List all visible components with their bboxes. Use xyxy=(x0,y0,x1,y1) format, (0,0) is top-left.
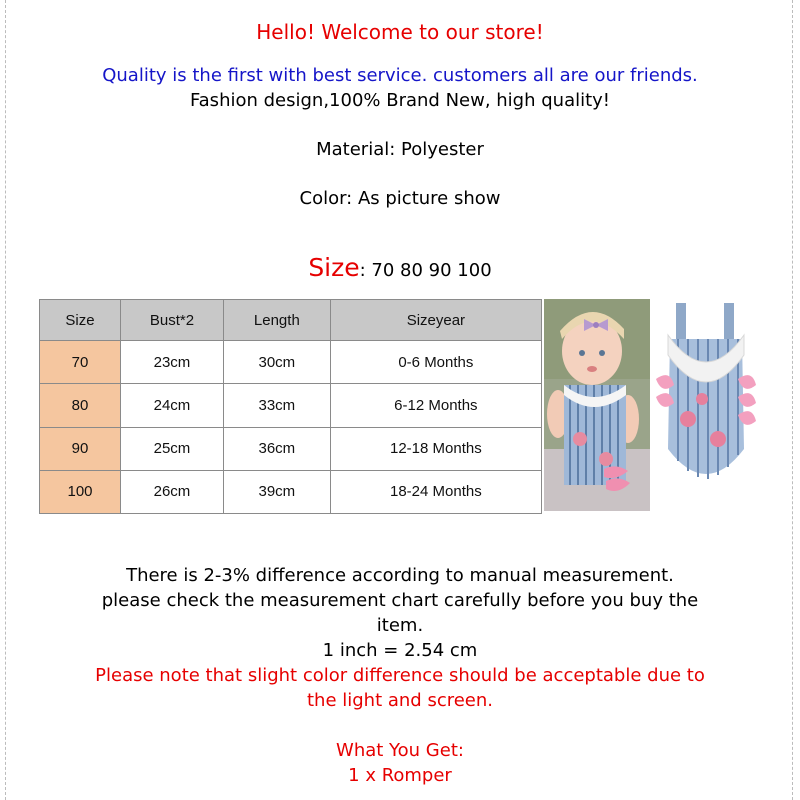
cell-size: 80 xyxy=(40,384,121,427)
header-sizeyear: Sizeyear xyxy=(330,300,541,341)
cell-sizeyear: 0-6 Months xyxy=(330,341,541,384)
cell-size: 100 xyxy=(40,470,121,513)
cell-bust: 25cm xyxy=(121,427,224,470)
table-header-row xyxy=(40,300,542,341)
color-warning-line-2: the light and screen. xyxy=(306,690,494,711)
header-bust: Bust*2 xyxy=(121,300,224,341)
cell-bust: 26cm xyxy=(121,470,224,513)
table-row xyxy=(40,341,542,384)
material-line: Material: Polyester xyxy=(316,139,484,160)
cell-sizeyear: 6-12 Months xyxy=(330,384,541,427)
cell-size: 90 xyxy=(40,427,121,470)
cell-length: 36cm xyxy=(223,427,330,470)
conversion-line: 1 inch = 2.54 cm xyxy=(322,640,478,661)
color-warning-line-1: Please note that slight color difference should be acceptable due to xyxy=(95,665,705,686)
table-row xyxy=(40,384,542,427)
package-item: 1 x Romper xyxy=(348,765,452,786)
cell-length: 30cm xyxy=(223,341,330,384)
fashion-line: Fashion design,100% Brand New, high quality! xyxy=(189,90,611,111)
size-values: : 70 80 90 100 xyxy=(359,260,492,281)
header-size: Size xyxy=(40,300,121,341)
welcome-heading: Hello! Welcome to our store! xyxy=(256,20,544,44)
size-label: Size xyxy=(308,253,360,282)
romper-product-photo xyxy=(652,299,760,511)
table-row xyxy=(40,470,542,513)
cell-bust: 24cm xyxy=(121,384,224,427)
baby-photo xyxy=(544,299,650,511)
package-title: What You Get: xyxy=(336,740,464,761)
size-chart-table xyxy=(39,299,542,514)
size-line xyxy=(0,253,800,282)
color-line: Color: As picture show xyxy=(299,188,501,209)
cell-sizeyear: 12-18 Months xyxy=(330,427,541,470)
note-line-1: There is 2-3% difference according to manual measurement. xyxy=(126,565,674,586)
note-line-3: item. xyxy=(376,615,424,636)
table-row xyxy=(40,427,542,470)
note-line-2: please check the measurement chart carefully before you buy the xyxy=(101,590,699,611)
quality-line: Quality is the first with best service. customers all are our friends. xyxy=(102,65,698,86)
cell-size: 70 xyxy=(40,341,121,384)
cell-sizeyear: 18-24 Months xyxy=(330,470,541,513)
cell-bust: 23cm xyxy=(121,341,224,384)
cell-length: 33cm xyxy=(223,384,330,427)
cell-length: 39cm xyxy=(223,470,330,513)
header-length: Length xyxy=(223,300,330,341)
